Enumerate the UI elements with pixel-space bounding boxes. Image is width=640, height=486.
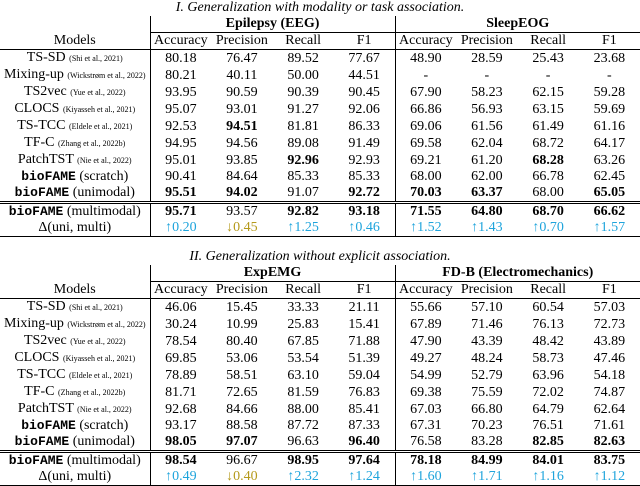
model-label: TS-SD — [26, 50, 66, 65]
model-name — [0, 299, 150, 317]
column-header: Recall — [285, 33, 321, 48]
metric-cell: 43.89 — [593, 333, 626, 349]
model-name — [0, 50, 150, 68]
citation: (Eldele et al., 2021) — [68, 371, 133, 380]
metric-cell: 91.49 — [334, 135, 395, 152]
metric-cell: 89.52 — [287, 50, 319, 66]
table-row — [0, 452, 640, 470]
metric-cell: 48.42 — [532, 333, 564, 349]
metric-cell: 83.75 — [579, 452, 640, 470]
column-header: Precision — [215, 282, 268, 297]
metric-cell: 23.68 — [593, 50, 626, 66]
metric-cell: 25.83 — [287, 316, 319, 332]
metric-cell: 97.64 — [334, 452, 395, 470]
column-header: Accuracy — [154, 33, 208, 48]
metric-cell: 78.54 — [165, 333, 197, 349]
metric-cell: 68.72 — [532, 135, 564, 151]
table1-group-a: Epilepsy (EEG) — [150, 16, 395, 33]
metric-cell: 65.05 — [593, 185, 626, 200]
column-header: Accuracy — [154, 282, 208, 297]
metric-cell: 58.51 — [226, 367, 258, 383]
column-header: Models — [0, 282, 150, 299]
metric-cell: - — [545, 67, 551, 83]
citation: (Zhang et al., 2022b) — [58, 139, 126, 148]
metric-cell: 93.01 — [226, 101, 258, 117]
table-row — [0, 101, 640, 118]
metric-cell: 92.72 — [334, 185, 395, 203]
metric-cell: 44.51 — [334, 67, 395, 84]
model-name — [0, 384, 150, 401]
metric-cell: 78.89 — [165, 367, 197, 383]
metric-cell: 70.23 — [471, 418, 503, 433]
metric-cell: 63.96 — [532, 367, 564, 383]
metric-cell: 94.02 — [226, 185, 258, 200]
metric-cell: 47.46 — [593, 350, 626, 366]
metric-cell: 97.07 — [226, 434, 258, 449]
metric-cell: 53.54 — [287, 350, 319, 366]
metric-cell: 68.70 — [518, 203, 579, 221]
metric-cell: 72.73 — [593, 316, 626, 332]
metric-cell: ↑2.32 — [287, 469, 319, 484]
model-variant: (unimodal) — [69, 434, 135, 449]
metric-cell: 66.78 — [532, 169, 564, 184]
citation: (Nie et al., 2022) — [77, 156, 132, 165]
metric-cell: 98.54 — [150, 452, 211, 470]
model-name — [0, 185, 150, 203]
metric-cell: 15.45 — [226, 299, 258, 315]
metric-cell: 76.58 — [410, 434, 442, 449]
model-label: CLOCS — [14, 101, 60, 116]
model-name — [0, 418, 150, 434]
metric-cell: 90.41 — [165, 169, 197, 184]
metric-cell: 67.90 — [410, 84, 442, 100]
citation: (Wickstrøm et al., 2022) — [67, 320, 146, 329]
table-row — [0, 299, 640, 317]
metric-cell: 96.67 — [211, 452, 272, 470]
model-label: TF-C — [24, 135, 55, 150]
table-row — [0, 316, 640, 333]
model-variant: (scratch) — [75, 418, 129, 433]
model-label: Δ(uni, multi) — [38, 220, 112, 235]
model-name — [0, 367, 150, 384]
table-row — [0, 333, 640, 350]
model-name — [0, 333, 150, 350]
metric-cell: 66.62 — [579, 203, 640, 221]
model-name — [0, 169, 150, 185]
metric-cell: 61.16 — [593, 118, 626, 134]
column-header: F1 — [601, 33, 617, 48]
metric-cell: - — [484, 67, 490, 83]
metric-cell: 93.17 — [165, 418, 197, 433]
metric-cell: 61.56 — [471, 118, 503, 134]
citation: (Kiyasseh et al., 2021) — [62, 105, 136, 114]
metric-cell: 96.40 — [334, 434, 395, 452]
metric-cell: 71.88 — [334, 333, 395, 350]
metric-cell: ↑1.57 — [593, 220, 626, 235]
metric-cell: 84.64 — [226, 169, 258, 184]
metric-cell: 64.17 — [593, 135, 626, 151]
metric-cell: 92.06 — [334, 101, 395, 118]
metric-cell: 43.39 — [471, 333, 503, 349]
metric-cell: 47.90 — [410, 333, 442, 349]
metric-cell: 60.54 — [532, 299, 564, 315]
model-name — [0, 434, 150, 452]
metric-cell: - — [423, 67, 429, 83]
column-header: Recall — [530, 33, 566, 48]
citation: (Nie et al., 2022) — [77, 405, 132, 414]
metric-cell: 68.00 — [532, 185, 564, 200]
metric-cell: 87.33 — [334, 418, 395, 434]
metric-cell: ↑1.25 — [287, 220, 319, 235]
metric-cell: 69.06 — [410, 118, 442, 134]
metric-cell: - — [607, 67, 612, 83]
model-label: CLOCS — [14, 350, 60, 365]
column-header: F1 — [601, 282, 617, 297]
table-row — [0, 350, 640, 367]
model-variant: (unimodal) — [69, 185, 135, 200]
metric-cell: 90.39 — [287, 84, 319, 100]
model-label: bioFAME — [14, 185, 70, 200]
metric-cell: 10.99 — [226, 316, 258, 332]
metric-cell: 96.63 — [287, 434, 319, 449]
metric-cell: 91.27 — [287, 101, 319, 117]
metric-cell: 76.13 — [532, 316, 564, 332]
model-name — [0, 316, 150, 333]
table-row — [0, 203, 640, 221]
table-row — [0, 185, 640, 203]
model-variant: (multimodal) — [63, 453, 141, 468]
metric-cell: 80.40 — [226, 333, 258, 349]
metric-cell: 92.68 — [165, 401, 197, 417]
citation: (Shi et al., 2021) — [69, 54, 123, 63]
model-label: TS-TCC — [17, 118, 66, 133]
metric-cell: 87.72 — [287, 418, 319, 433]
metric-cell: 57.10 — [471, 299, 503, 315]
metric-cell: 63.26 — [593, 152, 626, 168]
model-label: TS2vec — [23, 333, 67, 348]
model-name — [0, 152, 150, 169]
table2-caption: II. Generalization without explicit association. — [189, 249, 451, 264]
metric-cell: 25.43 — [532, 50, 564, 66]
metric-cell: 81.81 — [287, 118, 319, 134]
metric-cell: 78.18 — [395, 452, 456, 470]
metric-cell: ↓0.45 — [226, 220, 258, 235]
model-name — [0, 101, 150, 118]
metric-cell: 61.20 — [471, 152, 503, 168]
model-variant: (multimodal) — [63, 204, 141, 219]
metric-cell: 67.03 — [410, 401, 442, 417]
metric-cell: 88.00 — [287, 401, 319, 417]
metric-cell: 69.58 — [410, 135, 442, 151]
table-row — [0, 418, 640, 434]
model-label: TS-SD — [26, 299, 66, 314]
column-header: F1 — [334, 282, 395, 299]
metric-cell: 66.80 — [471, 401, 503, 417]
metric-cell: 61.49 — [532, 118, 564, 134]
metric-cell: 58.23 — [471, 84, 503, 100]
metric-cell: 21.11 — [334, 299, 395, 317]
column-header: Recall — [530, 282, 566, 297]
metric-cell: 59.69 — [593, 101, 626, 117]
metric-cell: 85.33 — [287, 169, 319, 184]
metric-cell: 92.93 — [334, 152, 395, 169]
model-label: PatchTST — [17, 401, 74, 416]
metric-cell: 94.95 — [165, 135, 197, 151]
citation: (Kiyasseh et al., 2021) — [62, 354, 136, 363]
metric-cell: ↑1.60 — [410, 469, 442, 484]
table-row — [0, 401, 640, 418]
metric-cell: ↑1.16 — [532, 469, 564, 484]
metric-cell: 63.37 — [471, 185, 503, 200]
metric-cell: 71.61 — [593, 418, 626, 433]
column-header: F1 — [334, 33, 395, 50]
metric-cell: 56.93 — [471, 101, 503, 117]
metric-cell: 72.65 — [226, 384, 258, 400]
metric-cell: 83.28 — [471, 434, 503, 449]
metric-cell: 72.02 — [532, 384, 564, 400]
column-header: Accuracy — [399, 282, 453, 297]
metric-cell: 90.59 — [226, 84, 258, 100]
metric-cell: 69.38 — [410, 384, 442, 400]
column-header: Recall — [285, 282, 321, 297]
metric-cell: 81.59 — [287, 384, 319, 400]
metric-cell: 82.85 — [532, 434, 564, 449]
column-header: Precision — [460, 282, 513, 297]
metric-cell: 62.00 — [471, 169, 503, 184]
metric-cell: 91.07 — [287, 185, 319, 200]
metric-cell: ↑1.71 — [471, 469, 503, 484]
metric-cell: ↑0.70 — [532, 220, 564, 235]
metric-cell: ↑1.43 — [471, 220, 503, 235]
citation: (Zhang et al., 2022b) — [58, 388, 126, 397]
metric-cell: 51.39 — [334, 350, 395, 367]
model-name — [0, 84, 150, 101]
metric-cell: 94.56 — [226, 135, 258, 151]
model-label: bioFAME — [21, 418, 76, 433]
citation: (Yue et al., 2022) — [70, 88, 126, 97]
metric-cell: 70.03 — [410, 185, 442, 200]
model-label: bioFAME — [14, 434, 70, 449]
metric-cell: 71.55 — [395, 203, 456, 221]
metric-cell: 95.71 — [150, 203, 211, 221]
table-row — [0, 152, 640, 169]
model-label: TS-TCC — [17, 367, 66, 382]
model-variant: (scratch) — [75, 169, 129, 184]
metric-cell: 68.00 — [410, 169, 442, 184]
metric-cell: 52.79 — [471, 367, 503, 383]
model-name — [0, 135, 150, 152]
metric-cell: 81.71 — [165, 384, 197, 400]
metric-cell: 40.11 — [226, 67, 258, 83]
metric-cell: 54.99 — [410, 367, 442, 383]
metric-cell: 67.85 — [287, 333, 319, 349]
model-label: Mixing-up — [4, 67, 64, 82]
model-label: TS2vec — [23, 84, 67, 99]
table-row — [0, 84, 640, 101]
metric-cell: 80.21 — [165, 67, 197, 83]
column-header: Precision — [460, 33, 513, 48]
metric-cell: 55.66 — [410, 299, 442, 315]
metric-cell: 64.79 — [532, 401, 564, 417]
metric-cell: 85.33 — [334, 169, 395, 185]
citation: (Yue et al., 2022) — [70, 337, 126, 346]
metric-cell: ↓0.40 — [226, 469, 258, 484]
metric-cell: 86.33 — [334, 118, 395, 135]
metric-cell: 15.41 — [334, 316, 395, 333]
model-label: Mixing-up — [4, 316, 64, 331]
metric-cell: 57.03 — [593, 299, 626, 315]
metric-cell: 84.66 — [226, 401, 258, 417]
metric-cell: 63.15 — [532, 101, 564, 117]
metric-cell: 50.00 — [287, 67, 319, 83]
model-label: bioFAME — [8, 453, 64, 468]
metric-cell: 63.10 — [287, 367, 319, 383]
metric-cell: 71.46 — [471, 316, 503, 332]
metric-cell: 67.31 — [410, 418, 442, 433]
metric-cell: 69.85 — [165, 350, 197, 366]
table-row — [0, 469, 640, 486]
metric-cell: 94.51 — [226, 118, 258, 134]
metric-cell: 67.89 — [410, 316, 442, 332]
metric-cell: 98.05 — [165, 434, 197, 449]
table-row — [0, 434, 640, 452]
metric-cell: 95.51 — [165, 185, 197, 200]
metric-cell: 95.01 — [165, 152, 197, 168]
metric-cell: ↑1.24 — [334, 469, 395, 486]
metric-cell: ↑0.20 — [165, 220, 197, 235]
metric-cell: 59.28 — [593, 84, 626, 100]
metric-cell: ↑1.52 — [410, 220, 442, 235]
model-name — [0, 469, 150, 486]
table-row — [0, 50, 640, 68]
metric-cell: 62.45 — [593, 169, 626, 184]
metric-cell: 93.95 — [165, 84, 197, 100]
metric-cell: 58.73 — [532, 350, 564, 366]
column-header: Precision — [215, 33, 268, 48]
metric-cell: 76.83 — [334, 384, 395, 401]
model-label: PatchTST — [17, 152, 74, 167]
model-name — [0, 452, 150, 470]
metric-cell: 84.99 — [456, 452, 517, 470]
metric-cell: 98.95 — [273, 452, 334, 470]
citation: (Wickstrøm et al., 2022) — [67, 71, 146, 80]
metric-cell: 93.85 — [226, 152, 258, 168]
metric-cell: ↑1.12 — [593, 469, 626, 484]
metric-cell: 64.80 — [456, 203, 517, 221]
metric-cell: 84.01 — [518, 452, 579, 470]
metric-cell: 92.53 — [165, 118, 197, 134]
metric-cell: 77.67 — [334, 50, 395, 68]
model-label: bioFAME — [21, 169, 76, 184]
table1-group-b: SleepEOG — [395, 16, 640, 33]
column-header: Models — [0, 33, 150, 50]
model-label: Δ(uni, multi) — [38, 469, 112, 484]
citation: (Eldele et al., 2021) — [68, 122, 133, 131]
metric-cell: 49.27 — [410, 350, 442, 366]
model-name — [0, 118, 150, 135]
metric-cell: 28.59 — [471, 50, 503, 66]
column-header: Accuracy — [399, 33, 453, 48]
metric-cell: 75.59 — [471, 384, 503, 400]
table-row — [0, 220, 640, 237]
metric-cell: ↑0.46 — [334, 220, 395, 237]
metric-cell: 68.28 — [532, 152, 564, 168]
metric-cell: 48.24 — [471, 350, 503, 366]
table2-group-b: FD-B (Electromechanics) — [395, 265, 640, 282]
table-row — [0, 169, 640, 185]
metric-cell: 46.06 — [165, 299, 197, 315]
metric-cell: 89.08 — [287, 135, 319, 151]
metric-cell: 62.15 — [532, 84, 564, 100]
metric-cell: 80.18 — [165, 50, 197, 66]
table-row — [0, 367, 640, 384]
metric-cell: 92.96 — [287, 152, 319, 168]
model-name — [0, 67, 150, 84]
metric-cell: 88.58 — [226, 418, 258, 433]
metric-cell: 95.07 — [165, 101, 197, 117]
metric-cell: 48.90 — [410, 50, 442, 66]
metric-cell: 93.57 — [211, 203, 272, 221]
metric-cell: 62.04 — [471, 135, 503, 151]
model-label: bioFAME — [8, 204, 64, 219]
metric-cell: 66.86 — [410, 101, 442, 117]
table-row — [0, 384, 640, 401]
metric-cell: 74.87 — [593, 384, 626, 400]
metric-cell: 30.24 — [165, 316, 197, 332]
metric-cell: 92.82 — [273, 203, 334, 221]
metric-cell: 54.18 — [593, 367, 626, 383]
table-row — [0, 118, 640, 135]
metric-cell: 82.63 — [593, 434, 626, 449]
table-row — [0, 67, 640, 84]
model-name — [0, 203, 150, 221]
metric-cell: 33.33 — [287, 299, 319, 315]
citation: (Shi et al., 2021) — [69, 303, 123, 312]
metric-cell: 69.21 — [410, 152, 442, 168]
table-row — [0, 135, 640, 152]
table2-group-a: ExpEMG — [150, 265, 395, 282]
metric-cell: 76.51 — [532, 418, 564, 433]
metric-cell: 59.04 — [334, 367, 395, 384]
metric-cell: ↑0.49 — [165, 469, 197, 484]
model-name — [0, 401, 150, 418]
model-name — [0, 220, 150, 237]
table1-caption: I. Generalization with modality or task association. — [175, 0, 465, 15]
metric-cell: 62.64 — [593, 401, 626, 417]
model-label: TF-C — [24, 384, 55, 399]
model-name — [0, 350, 150, 367]
metric-cell: 90.45 — [334, 84, 395, 101]
metric-cell: 53.06 — [226, 350, 258, 366]
metric-cell: 93.18 — [334, 203, 395, 221]
metric-cell: 85.41 — [334, 401, 395, 418]
metric-cell: 76.47 — [226, 50, 258, 66]
table1 — [0, 16, 640, 237]
